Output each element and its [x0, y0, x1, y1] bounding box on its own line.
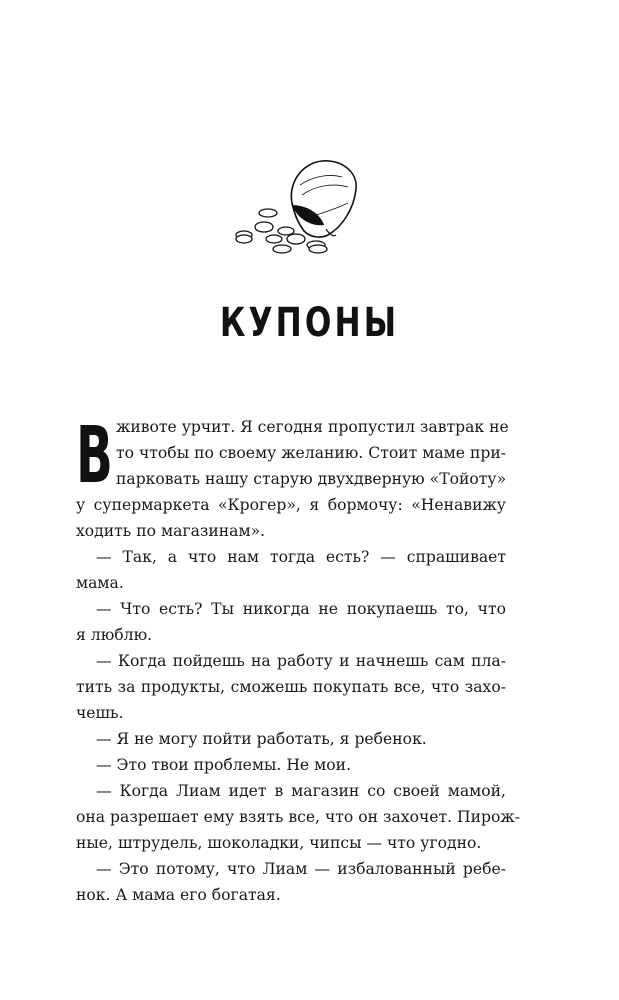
text-line: тить за продукты, сможешь покупать все, что захо-: [76, 678, 506, 696]
text-line: ходить по магазинам».: [76, 522, 266, 540]
text-line: — Это твои проблемы. Не мои.: [96, 756, 351, 774]
text-line: — Когда Лиам идет в магазин со своей мамой,: [96, 782, 506, 800]
text-line: я люблю.: [76, 626, 153, 644]
drop-cap: В: [76, 411, 113, 501]
text-line: — Так, а что нам тогда есть? — спрашивает: [96, 548, 506, 566]
text-line: — Я не могу пойти работать, я ребенок.: [96, 730, 427, 748]
text-line: она разрешает ему взять все, что он захочет. Пирож-: [76, 808, 521, 826]
text-line: парковать нашу старую двухдверную «Тойоту»: [116, 470, 507, 488]
text-line: — Что есть? Ты никогда не покупаешь то, что: [96, 600, 506, 618]
coin-bag-icon: [230, 155, 370, 265]
body-text: [76, 411, 521, 908]
text-line: то чтобы по своему желанию. Стоит маме при-: [116, 444, 506, 462]
text-line: нок. А мама его богатая.: [76, 886, 281, 904]
text-line: — Когда пойдешь на работу и начнешь сам пла-: [96, 652, 506, 670]
text-line: ные, штрудель, шоколадки, чипсы — что угодно.: [76, 834, 482, 852]
text-line: чешь.: [76, 704, 124, 722]
text-line: мама.: [76, 574, 124, 592]
text-line: животе урчит. Я сегодня пропустил завтрак не: [116, 418, 509, 436]
chapter-title: КУПОНЫ: [219, 300, 400, 346]
text-line: у супермаркета «Крогер», я бормочу: «Ненавижу: [76, 496, 506, 514]
text-line: — Это потому, что Лиам — избалованный ребе-: [96, 860, 506, 878]
